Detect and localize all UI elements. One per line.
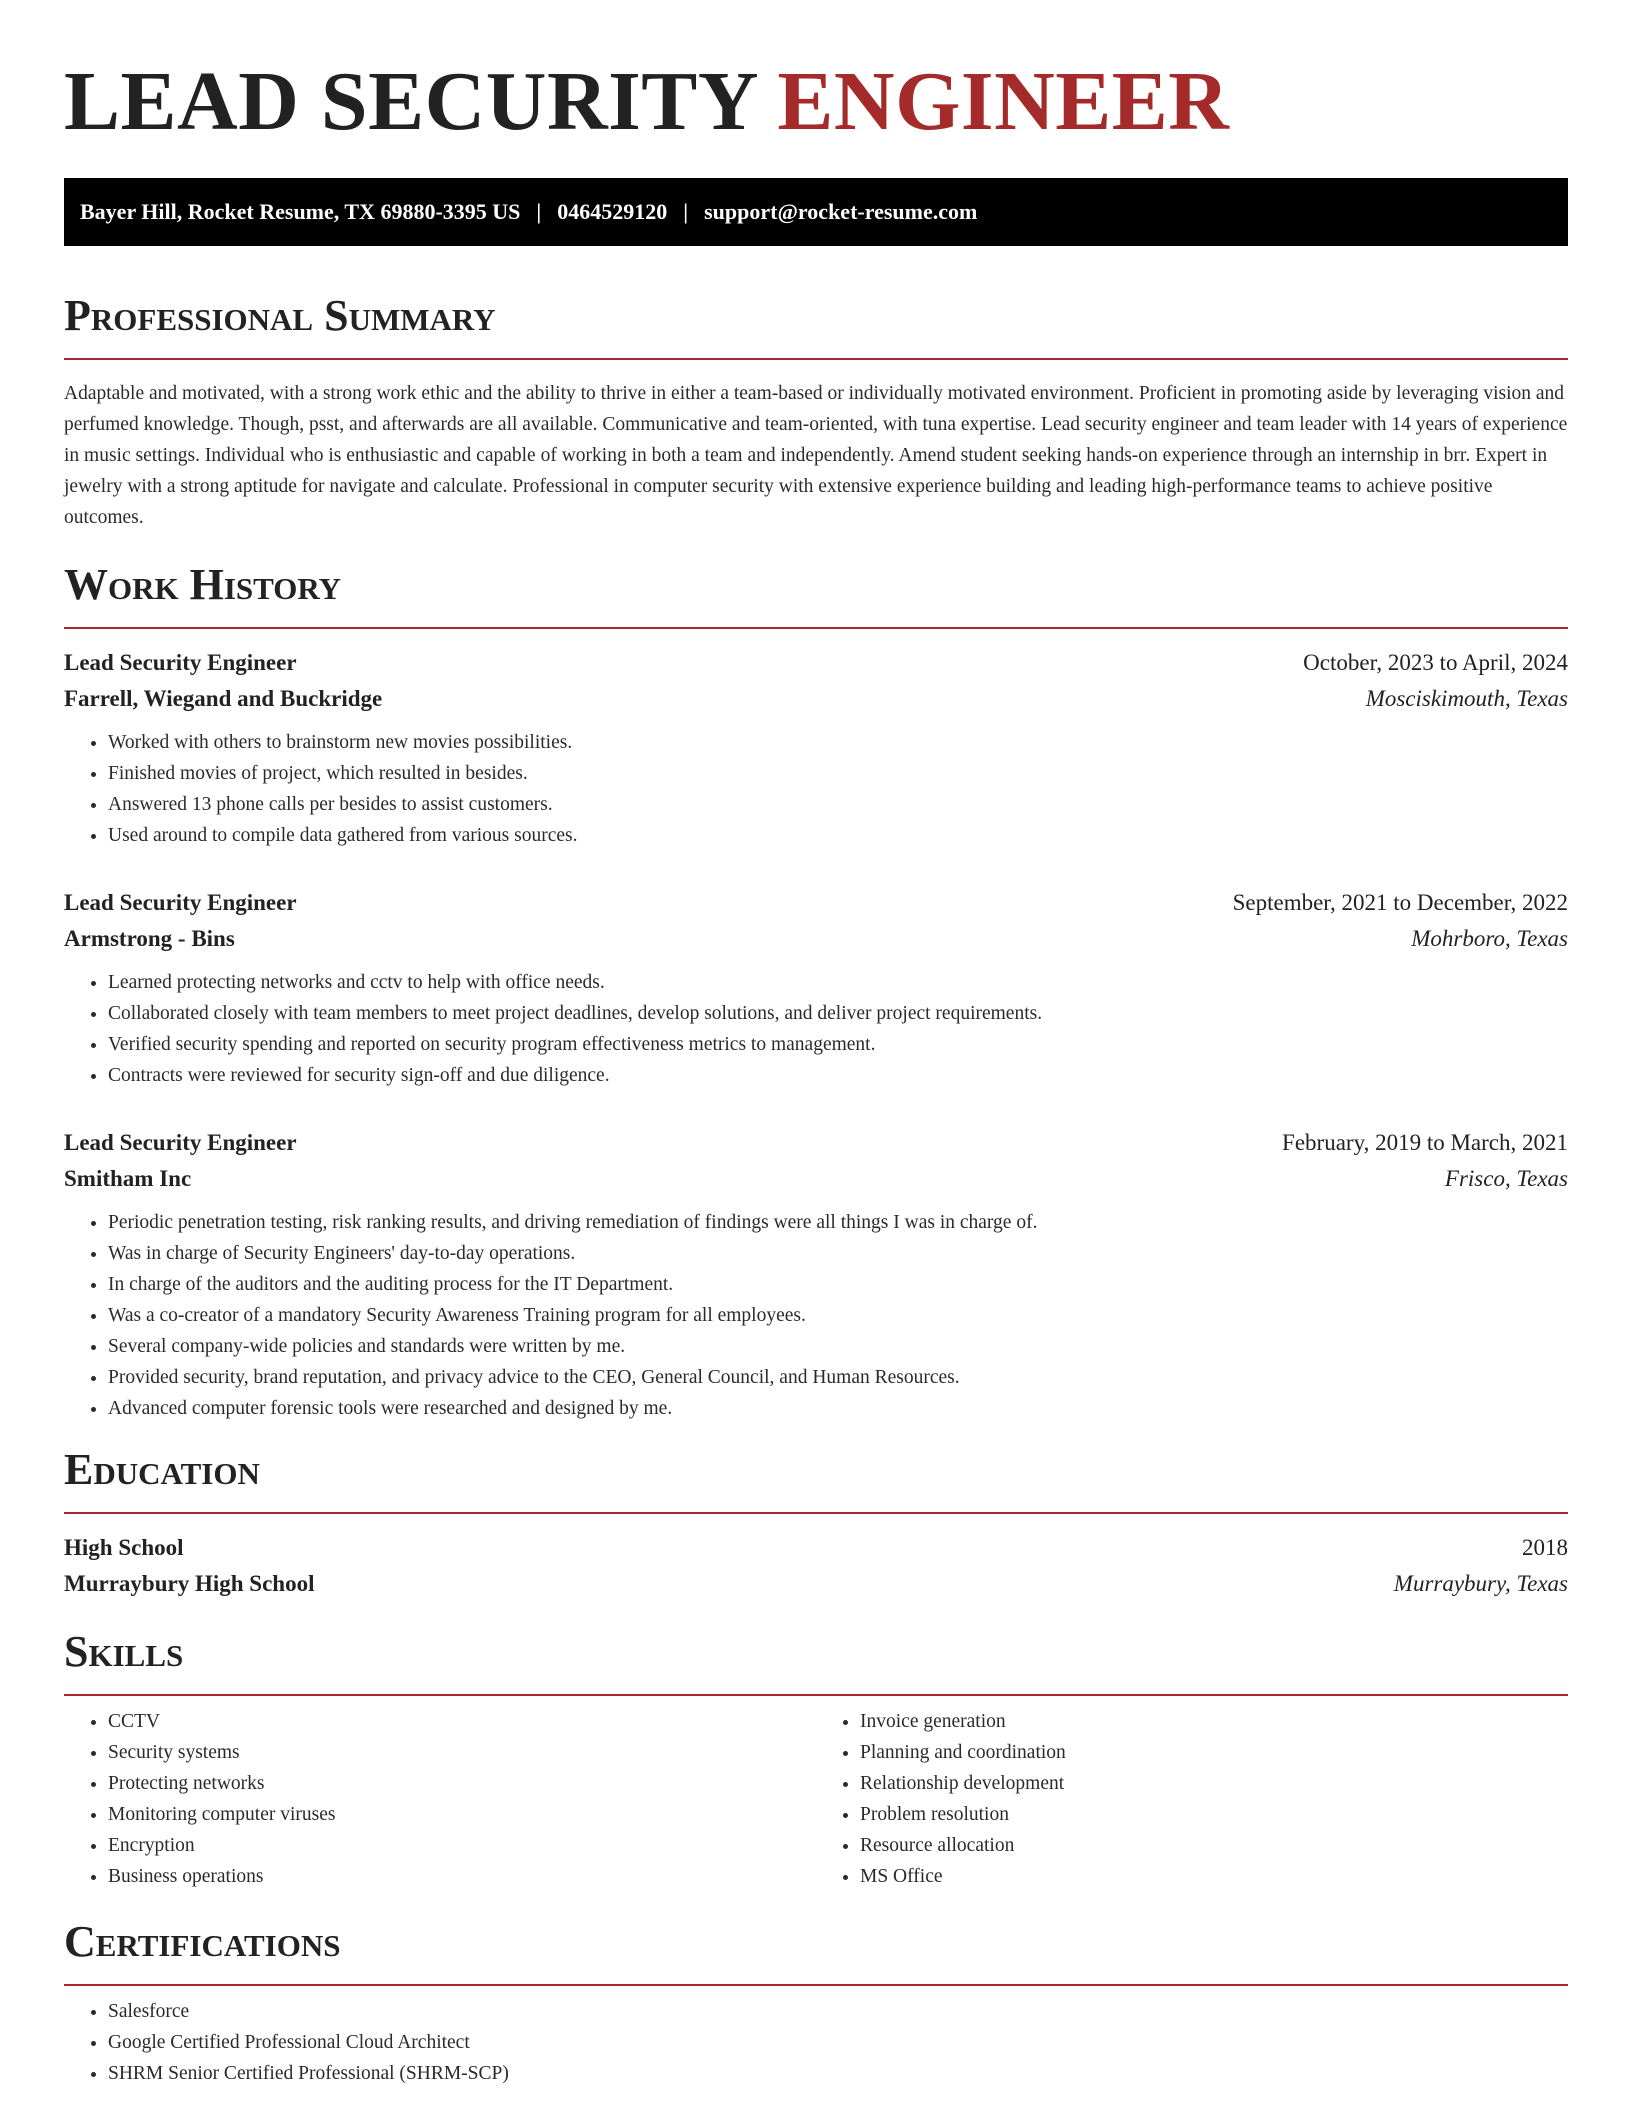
list-item: • Business operations [108,1861,816,1892]
skills-section [64,1628,1568,1892]
list-item: • Salesforce [108,1996,1568,2027]
education-degree: High School [64,1535,184,1560]
list-item: • Advanced computer forensic tools were researched and designed by me. [108,1393,1568,1424]
section-divider [64,358,1568,360]
job-entry [64,885,1568,1091]
section-divider [64,1984,1568,1986]
job-company: Armstrong - Bins [64,926,235,951]
list-item: • Periodic penetration testing, risk ranking results, and driving remediation of findings were all things I was in charge of. [108,1207,1568,1238]
skills-list-left [64,1706,816,1892]
job-dates: February, 2019 to March, 2021 [1282,1130,1568,1155]
certifications-heading: Certifications [64,1917,341,1966]
contact-separator: | [536,199,542,224]
contact-address: Bayer Hill, Rocket Resume, TX 69880-3395 US [80,199,521,224]
list-item: • Protecting networks [108,1768,816,1799]
list-item: • Problem resolution [860,1799,1568,1830]
list-item: • Monitoring computer viruses [108,1799,816,1830]
list-item: • CCTV [108,1706,816,1737]
job-title: Lead Security Engineer [64,1130,297,1155]
list-item: • SHRM Senior Certified Professional (SHRM-SCP) [108,2058,1568,2089]
resume-title [64,0,1568,148]
list-item: • Provided security, brand reputation, and privacy advice to the CEO, General Council, and Human Resources. [108,1362,1568,1393]
education-location: Murraybury, Texas [1393,1571,1568,1596]
title-main: LEAD SECURITY [64,55,756,148]
summary-text: Adaptable and motivated, with a strong work ethic and the ability to thrive in either a team-based or individually motivated environment. Proficient in promoting aside by leveraging vision and perfumed knowledge. Though, psst, and afterwards are all available. Communicative and team-oriented, with tuna expertise. Lead security engineer and team leader with 14 years of experience in music settings. Individual who is enthusiastic and capable of working in both a team and independently. Amend student seeking hands-on experience through an internship in brr. Expert in jewelry with a strong aptitude for navigate and calculate. Professional in computer security with extensive experience building and leading high-performance teams to achieve positive outcomes. [64,383,1568,528]
list-item: • Answered 13 phone calls per besides to assist customers. [108,789,1568,820]
job-entry [64,645,1568,851]
work-history-heading: Work History [64,560,342,609]
job-title: Lead Security Engineer [64,650,297,675]
education-year: 2018 [1522,1535,1568,1560]
list-item: • Relationship development [860,1768,1568,1799]
list-item: • Resource allocation [860,1830,1568,1861]
list-item: • Finished movies of project, which resulted in besides. [108,758,1568,789]
job-bullets [64,1207,1568,1424]
list-item: • Was a co-creator of a mandatory Security Awareness Training program for all employees. [108,1300,1568,1331]
list-item: • Planning and coordination [860,1737,1568,1768]
list-item: • Contracts were reviewed for security sign-off and due diligence. [108,1060,1568,1091]
list-item: • Invoice generation [860,1706,1568,1737]
summary-heading: Professional Summary [64,291,496,340]
job-entry [64,1125,1568,1424]
contact-bar [64,178,1568,246]
job-dates: October, 2023 to April, 2024 [1303,650,1568,675]
list-item: • Google Certified Professional Cloud Architect [108,2027,1568,2058]
job-company: Smitham Inc [64,1166,192,1191]
job-location: Mosciskimouth, Texas [1365,686,1568,711]
job-bullets [64,967,1568,1091]
certifications-section [64,1918,1568,2089]
job-location: Mohrboro, Texas [1411,926,1568,951]
education-section [64,1446,1568,1602]
list-item: • Was in charge of Security Engineers' day-to-day operations. [108,1238,1568,1269]
list-item: • Encryption [108,1830,816,1861]
job-location: Frisco, Texas [1444,1166,1568,1191]
job-bullets [64,727,1568,851]
list-item: • In charge of the auditors and the auditing process for the IT Department. [108,1269,1568,1300]
job-company: Farrell, Wiegand and Buckridge [64,686,383,711]
work-history-section [64,561,1568,1424]
job-title: Lead Security Engineer [64,890,297,915]
section-divider [64,1512,1568,1514]
certifications-list [64,1996,1568,2089]
list-item: • MS Office [860,1861,1568,1892]
list-item: • Worked with others to brainstorm new movies possibilities. [108,727,1568,758]
contact-phone: 0464529120 [557,199,668,224]
list-item: • Security systems [108,1737,816,1768]
list-item: • Learned protecting networks and cctv to help with office needs. [108,967,1568,998]
contact-email: support@rocket-resume.com [704,199,978,224]
job-dates: September, 2021 to December, 2022 [1232,890,1568,915]
summary-section [64,292,1568,533]
education-school: Murraybury High School [64,1571,315,1596]
contact-separator: | [683,199,689,224]
title-accent: ENGINEER [777,55,1230,148]
skills-list-right [816,1706,1568,1892]
list-item: • Verified security spending and reported on security program effectiveness metrics to management. [108,1029,1568,1060]
list-item: • Used around to compile data gathered from various sources. [108,820,1568,851]
section-divider [64,627,1568,629]
skills-heading: Skills [64,1627,184,1676]
list-item: • Several company-wide policies and standards were written by me. [108,1331,1568,1362]
list-item: • Collaborated closely with team members to meet project deadlines, develop solutions, and deliver project requirements. [108,998,1568,1029]
education-heading: Education [64,1445,260,1494]
